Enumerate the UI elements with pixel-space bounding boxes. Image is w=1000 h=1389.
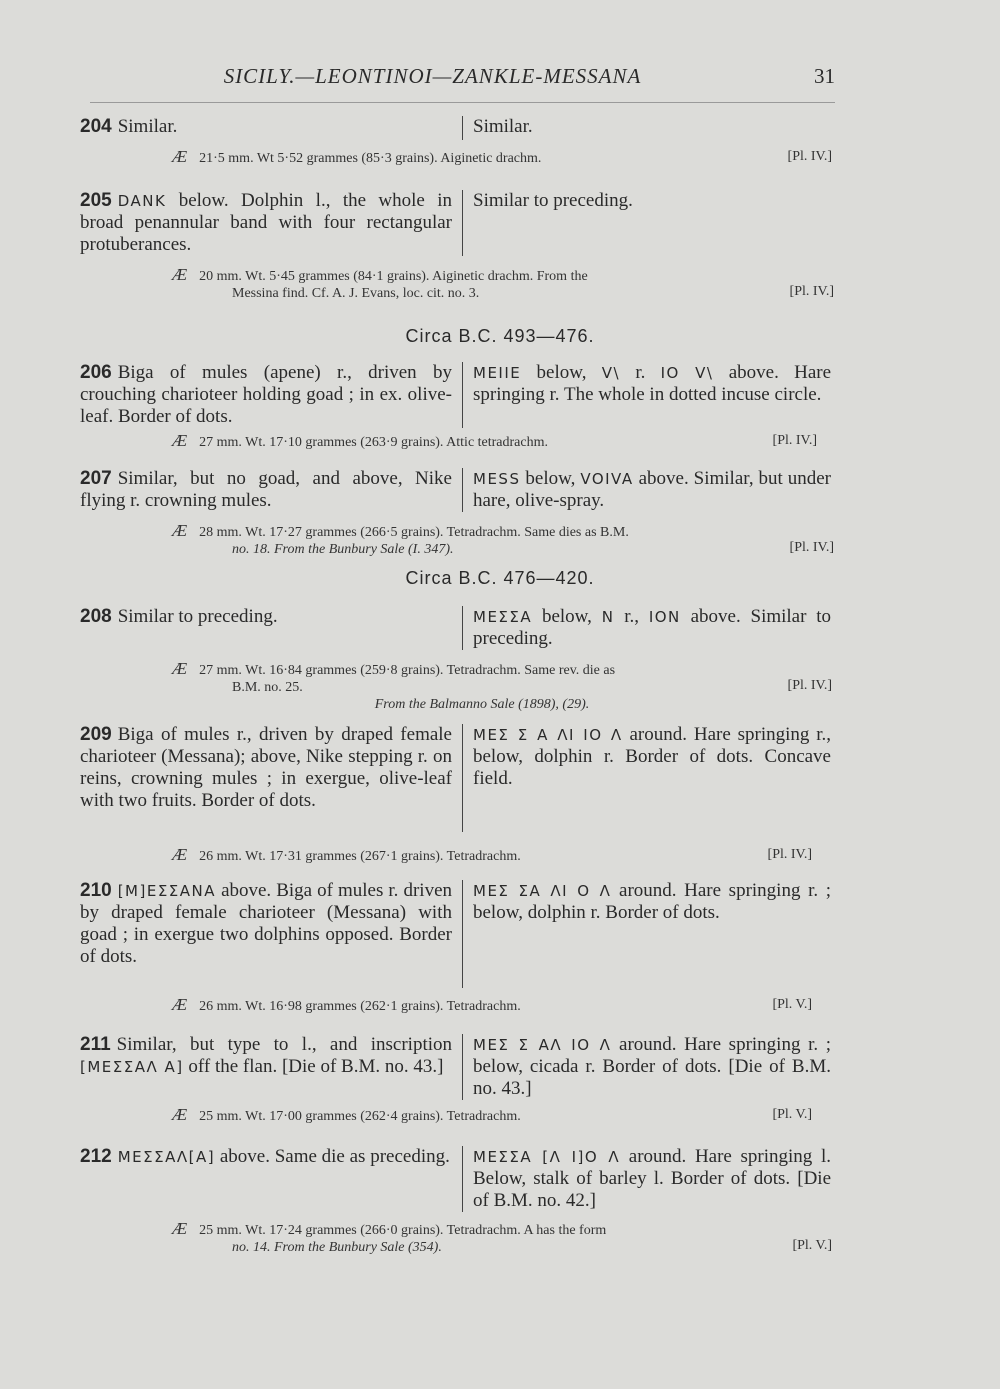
reverse-text: above. Hare springing r. The whole in dotted incuse circle. — [473, 362, 832, 405]
reverse-description — [473, 1146, 831, 1212]
reverse-legend: ION — [648, 608, 681, 626]
reverse-description — [473, 606, 831, 650]
silver-symbol: Æ — [172, 659, 188, 678]
reverse-text: around. Hare springing l. Below, stalk of barley l. Border of dots. [Die of B.M. no. 42.] — [473, 1146, 831, 1211]
obverse-text: Similar to preceding. — [117, 606, 278, 627]
silver-symbol: Æ — [172, 1219, 188, 1238]
reverse-description — [473, 724, 831, 790]
reverse-description — [473, 190, 831, 212]
metadata-line: 25 mm. Wt. 17·24 grammes (266·0 grains). Tetradrachm. A has the form — [199, 1223, 607, 1238]
entry-number: 207 — [80, 468, 112, 489]
column-divider — [462, 362, 463, 428]
coin-metadata — [172, 1106, 812, 1125]
coin-metadata — [172, 148, 832, 167]
entry-number: 204 — [80, 116, 112, 137]
coin-entry-211 — [80, 1034, 835, 1104]
reverse-legend: MEΙΙE — [473, 364, 522, 382]
column-divider — [462, 190, 463, 256]
plate-reference: [Pl. IV.] — [789, 284, 834, 299]
reverse-text: below, — [521, 362, 602, 383]
reverse-legend: V\ — [695, 364, 714, 382]
metadata-line: no. 18. From the Bunbury Sale (I. 347). — [232, 542, 454, 557]
reverse-text: above. Similar, but under hare, olive-spray. — [473, 468, 832, 511]
coin-entry-210 — [80, 880, 835, 992]
coin-metadata — [172, 660, 832, 713]
obverse-description — [80, 606, 452, 628]
metadata-line: 26 mm. Wt. 17·31 grammes (267·1 grains). Tetradrachm. — [199, 849, 521, 864]
reverse-legend: MESS — [473, 470, 521, 488]
obverse-text: Similar, but type to l., and inscription — [116, 1034, 452, 1055]
coin-metadata — [172, 266, 834, 302]
reverse-text: Similar. — [473, 116, 533, 137]
obverse-text: off the flan. [Die of B.M. no. 43.] — [183, 1056, 444, 1077]
reverse-text: below, — [532, 606, 602, 627]
silver-symbol: Æ — [172, 995, 188, 1014]
obverse-description — [80, 1146, 452, 1168]
plate-reference: [Pl. V.] — [792, 1238, 832, 1253]
obverse-description — [80, 116, 452, 138]
silver-symbol: Æ — [172, 265, 188, 284]
column-divider — [462, 468, 463, 512]
plate-reference: [Pl. IV.] — [772, 433, 817, 448]
period-heading: Circa B.C. 476—420. — [405, 568, 595, 588]
reverse-description — [473, 362, 831, 406]
entry-number: 212 — [80, 1146, 112, 1167]
obverse-legend: DANK — [117, 192, 167, 210]
reverse-legend: V\ — [601, 364, 621, 382]
reverse-text: Similar to preceding. — [473, 190, 633, 211]
reverse-legend: MEΣΣA [Λ I]O Λ — [473, 1148, 621, 1166]
column-divider — [462, 116, 463, 140]
obverse-description — [80, 468, 452, 512]
metadata-line: no. 14. From the Bunbury Sale (354). — [232, 1240, 442, 1255]
coin-entry-207 — [80, 468, 835, 518]
reverse-description — [473, 880, 831, 924]
obverse-text: above. Same die as preceding. — [215, 1146, 450, 1167]
obverse-legend: MEΣΣAΛ[A] — [117, 1148, 216, 1166]
coin-entry-205 — [80, 190, 835, 260]
coin-entry-206 — [80, 362, 835, 432]
reverse-text — [680, 362, 695, 383]
plate-reference: [Pl. IV.] — [767, 847, 812, 862]
column-divider — [462, 1146, 463, 1212]
column-divider — [462, 880, 463, 988]
entry-number: 205 — [80, 190, 112, 211]
reverse-text: below, — [520, 468, 581, 489]
reverse-legend: MEΣ Σ AΛ IO Λ — [473, 1036, 612, 1054]
column-divider — [462, 606, 463, 650]
obverse-description — [80, 1034, 452, 1078]
plate-reference: [Pl. IV.] — [787, 149, 832, 164]
metadata-line: 21·5 mm. Wt 5·52 grammes (85·3 grains). Aiginetic drachm. — [199, 151, 542, 166]
column-divider — [462, 1034, 463, 1100]
obverse-text: Similar. — [117, 116, 178, 137]
silver-symbol: Æ — [172, 845, 188, 864]
reverse-text: around. Hare springing r., below, dolphin r. Border of dots. Concave field. — [473, 724, 832, 789]
obverse-description — [80, 190, 452, 256]
metadata-line: 27 mm. Wt. 17·10 grammes (263·9 grains). Attic tetradrachm. — [199, 435, 549, 450]
entry-number: 209 — [80, 724, 112, 745]
reverse-text: around. Hare springing r. ; below, dolphin r. Border of dots. — [473, 880, 831, 923]
reverse-legend: MEΣ Σ A ΛΙ IO Λ — [473, 726, 623, 744]
metadata-line: 20 mm. Wt. 5·45 grammes (84·1 grains). Aiginetic drachm. From the — [199, 269, 588, 284]
reverse-description — [473, 1034, 831, 1100]
entry-number: 208 — [80, 606, 112, 627]
running-title: SICILY.—LEONTINOI—ZANKLE-MESSANA — [223, 64, 642, 88]
running-header — [90, 62, 835, 103]
reverse-legend: MEΣΣA — [473, 608, 533, 626]
obverse-text: Biga of mules r., driven by draped female charioteer (Messana); above, Nike stepping r. on reins, crowning mules ; in exergue, olive-leaf with two fruits. Border of dots. — [80, 724, 452, 811]
metadata-line: 27 mm. Wt. 16·84 grammes (259·8 grains). Tetradrachm. Same rev. die as — [199, 663, 616, 678]
reverse-description — [473, 116, 831, 138]
coin-metadata — [172, 1220, 832, 1256]
obverse-legend: [M]EΣΣANA — [117, 882, 217, 900]
entry-number: 206 — [80, 362, 112, 383]
plate-reference: [Pl. V.] — [772, 997, 812, 1012]
obverse-text: above. Biga of mules r. driven by draped female charioteer (Messana) with goad ; in exergue two dolphins opposed. Border of dots. — [80, 880, 452, 967]
silver-symbol: Æ — [172, 521, 188, 540]
reverse-legend: MEΣ ΣA ΛΙ O Λ — [473, 882, 612, 900]
metadata-line: From the Balmanno Sale (1898), (29). — [374, 697, 590, 712]
obverse-text: below. Dolphin l., the whole in broad penannular band with four rectangular protuberances. — [80, 190, 452, 255]
metadata-line: Messina find. Cf. A. J. Evans, loc. cit. no. 3. — [232, 286, 480, 301]
reverse-text: r. — [620, 362, 661, 383]
coin-metadata — [172, 432, 817, 451]
page-number: 31 — [814, 64, 835, 88]
reverse-description — [473, 468, 831, 512]
coin-entry-208 — [80, 606, 835, 656]
silver-symbol: Æ — [172, 147, 188, 166]
period-heading: Circa B.C. 493—476. — [405, 326, 595, 346]
obverse-description — [80, 724, 452, 812]
plate-reference: [Pl. IV.] — [787, 678, 832, 693]
reverse-text: around. Hare springing r. ; below, cicada r. Border of dots. [Die of B.M. no. 43.] — [473, 1034, 831, 1099]
obverse-text: Biga of mules (apene) r., driven by crouching charioteer holding goad ; in ex. olive-leaf. Border of dots. — [80, 362, 452, 427]
metadata-line: 26 mm. Wt. 16·98 grammes (262·1 grains). Tetradrachm. — [199, 999, 521, 1014]
entry-number: 211 — [80, 1034, 111, 1055]
obverse-text: Similar, but no goad, and above, Nike flying r. crowning mules. — [80, 468, 452, 511]
silver-symbol: Æ — [172, 431, 188, 450]
coin-metadata — [172, 996, 812, 1015]
silver-symbol: Æ — [172, 1105, 188, 1124]
reverse-text: above. Similar to preceding. — [473, 606, 832, 649]
coin-metadata — [172, 522, 834, 558]
column-divider — [462, 724, 463, 832]
coin-entry-212 — [80, 1146, 835, 1216]
metadata-line: B.M. no. 25. — [232, 680, 303, 695]
metadata-line: 25 mm. Wt. 17·00 grammes (262·4 grains). Tetradrachm. — [199, 1109, 521, 1124]
obverse-description — [80, 362, 452, 428]
reverse-legend: IO — [660, 364, 680, 382]
reverse-legend: N — [601, 608, 615, 626]
plate-reference: [Pl. IV.] — [789, 540, 834, 555]
plate-reference: [Pl. V.] — [772, 1107, 812, 1122]
reverse-legend: VOIVA — [580, 470, 634, 488]
coin-entry-209 — [80, 724, 835, 836]
coin-metadata — [172, 846, 812, 865]
reverse-text: r., — [614, 606, 649, 627]
entry-number: 210 — [80, 880, 112, 901]
obverse-description — [80, 880, 452, 968]
obverse-legend: [MEΣΣAΛ A] — [80, 1058, 184, 1076]
metadata-line: 28 mm. Wt. 17·27 grammes (266·5 grains). Tetradrachm. Same dies as B.M. — [199, 525, 629, 540]
